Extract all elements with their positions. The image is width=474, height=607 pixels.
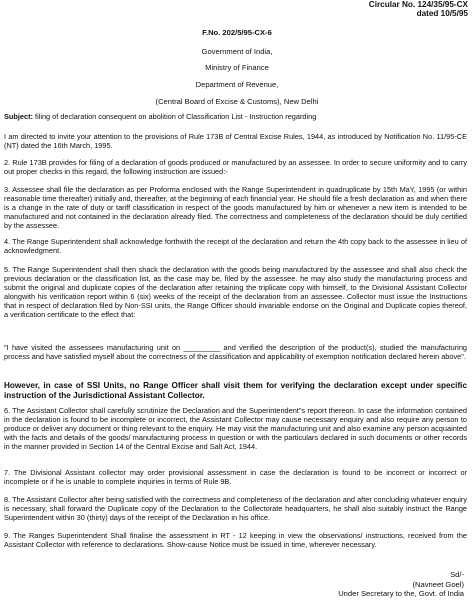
file-number: F.No. 202/5/95-CX-6 [202,28,272,37]
subject-text: filing of declaration consequent on abolition of Classification List - Instruction regarding [32,112,317,121]
subject-line [4,113,467,122]
verification-quote: "I have visited the assessees manufacturing unit on _________ and verified the description of the product(s), studied the manufacturing process and have satisfied myself about the correctness of the classification and applicability of exemption notification declared herein above". [4,343,467,361]
paragraph-2: 2. Rule 173B provides for filing of a declaration of goods produced or manufactured by an assessee. In order to secure uniformity and to carry out proper checks in this regard, the following instruction are issued:- [4,158,467,176]
circular-number: Circular No. 124/35/95-CX [368,0,468,9]
intro-paragraph: I am directed to invite your attention to the provisions of Rule 173B of Central Excise Rules, 1944, as introduced by Notification No. 11/95-CE (NT) dated the 16th March, 1995. [4,132,467,150]
government-line: Government of India, [201,47,273,56]
circular-date: dated 10/5/95 [416,9,468,19]
board-line: (Central Board of Excise & Customs), New Delhi [155,97,319,106]
paragraph-3: 3. Assessee shall file the declaration as per Proforma enclosed with the Range Superintendent in quadruplicate by 15th MaY, 1995 (or within reasonable time thereafter) initially and, thereafter, at the beginning of each financial year. He should file a fresh declaration as and when there is a change in the rate of duty or tariff classification in respect of the goods manufactured by him or whenever a new item is intended to be manufactured and not contained in the declaration already filed. The correctness and completeness of the declaration should be duly certified by the assessee. [4,185,467,230]
paragraph-4: 4. The Range Superintendent shall acknowledge forthwith the receipt of the declaration and return the 4th copy back to the assessee in lieu of acknowledgment. [4,237,467,255]
signatory-name: (Navneet Goel) [412,579,464,589]
signature-sd: Sd/- [450,570,464,579]
paragraph-7: 7. The Divisional Assistant collector may order provisional assessment in case the declaration is found to be incorrect or incorrect or incomplete or if he is unable to complete inquiries in terms of Rule 9B. [4,468,467,486]
circular-document [4,0,470,607]
paragraph-9: 9. The Ranges Superintendent Shall finalise the assessment in RT - 12 keeping in view the observations/ instructions, received from the Assistant Collector with reference to declarations. Show-cause Notice must be issued in time, wherever necessary. [4,531,467,549]
ministry-line: Ministry of Finance [205,63,269,72]
paragraph-6: 6. The Assistant Collector shall carefully scrutinize the Declaration and the Superintendent"s report thereon. In case the information contained in the declaration is found to be incomplete or incorrect, the Assistant Collector may cause necessary enquiry and also require any person to produce or deliver any document or thing relevant to the enquiry. He may visit the manufacturing unit and also examine any person acquainted with the facts and details of the goods/ manufacturing process in question or with the particulars declared in such documents or other records in the manner provided in Section 14 of the Central Excise and Salt Act, 1944. [4,406,467,451]
signature-block [338,570,464,599]
paragraph-8: 8. The Assistant Collector after being satisfied with the correctness and completeness of the declaration and after concluding whatever enquiry is necessary, shall forward the Duplicate copy of the Declaration to the Collectorate headquarters, he shall also suitably instruct the Range Superintendent within 30 (thirty) days of the receipt of the Declaration in his office. [4,495,467,522]
department-line: Department of Revenue, [195,80,279,89]
circular-header [369,0,468,19]
signatory-designation: Under Secretary to the, Govt. of India [338,589,464,599]
subject-label: Subject: [4,112,33,121]
ssi-units-note: However, in case of SSI Units, no Range Officer shall visit them for verifying the declaration except under specific instruction of the Jurisdictional Assistant Collector. [4,381,467,400]
paragraph-5: 5. The Range Superintendent shall then shack the declaration with the goods being manufactured by the assessee and shall also check the previous declaration or the classification list, as the case may be, filed by the assessee. he may also study the manufacturing process and submit the original and duplicate copies of the declaration after retaining the triplicate copy with himself, to the Divisional Assistant Collector alongwith his verification report within 6 (six) weeks of the receipt of the declaration from an assessee. Collector must issue the Instructions that in respect of declaration filed by Non-SSI units, the Range Officer should invariable endorse on the Original and Duplicate copies thereof, a verification certificate to the effect that: [4,265,467,319]
